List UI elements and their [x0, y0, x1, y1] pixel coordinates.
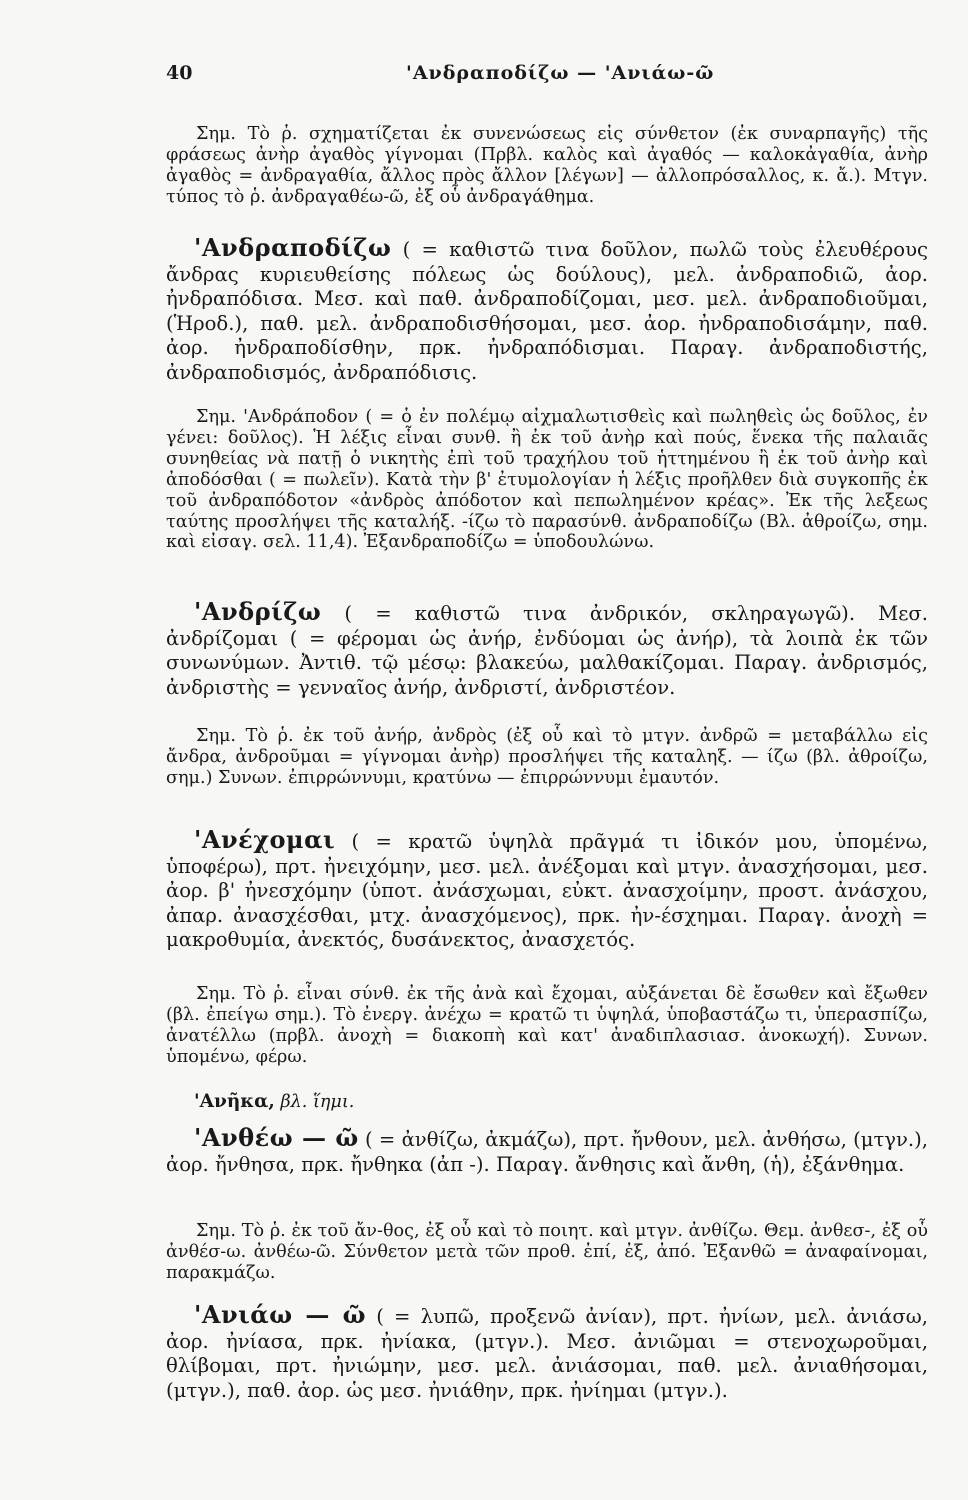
entry-antheo	[166, 1123, 929, 1177]
headword: 'Ανιάω — ῶ	[194, 1300, 367, 1329]
note-antheo	[166, 1221, 928, 1284]
note-anechomai	[166, 984, 928, 1068]
note-andrapodon	[166, 407, 928, 553]
headword: 'Ανδρίζω	[194, 597, 322, 626]
note-text: Σημ. Τὸ ῥ. ἐκ τοῦ ἀνήρ, ἀνδρὸς (ἐξ οὗ καὶ τὸ μτγν. ἀνδρῶ = μεταβάλλω εἰς ἄνδρα, ἀνδροῦμαι = γίγνομαι ἀνὴρ) προσλήψει τῆς καταληξ. — ίζω (βλ. ἀθροίζω, σημ.) Συνων. ἐπιρρώννυμι, κρατύνω — ἐπιρρώννυμι ἐμαυτόν.	[166, 726, 928, 788]
entry-text: ( = καθιστῶ τινα δοῦλον, πωλῶ τοὺς ἐλευθέρους ἄνδρας κυριευθείσης πόλεως ὡς δούλους), μελ. ἀνδραποδιῶ, ἀορ. ἠνδραπόδισα. Μεσ. καὶ παθ. ἀνδραποδίζομαι, μεσ. μελ. ἀνδραποδιοῦμαι, (Ἡροδ.), παθ. μελ. ἀνδραποδισθήσομαι, μεσ. ἀορ. ἠνδραποδισάμην, παθ. ἀορ. ἠνδραποδίσθην, πρκ. ἠνδραπόδισμαι. Παραγ. ἀνδραποδιστής, ἀνδραποδισμός, ἀνδραπόδισις.	[166, 238, 928, 384]
entry-aneka	[166, 1091, 928, 1113]
entry-andrapodizo	[166, 233, 928, 386]
headword: 'Ανδραποδίζω	[194, 233, 392, 262]
note-text: Σημ. 'Ανδράποδον ( = ὁ ἐν πολέμῳ αἰχμαλωτισθεὶς καὶ πωληθεὶς ὡς δοῦλος, ἐν γένει: δοῦλος). Ἡ λέξις εἶναι συνθ. ἢ ἐκ τοῦ ἀνὴρ καὶ πούς, ἕνεκα τῆς παλαιᾶς συνηθείας νὰ πατῇ ὁ νικητὴς ἐπὶ τοῦ τραχήλου τοῦ ἡττημένου ἢ ἐκ τοῦ ἀνὴρ καὶ ἀποδόσθαι ( = πωλεῖν). Κατὰ τὴν β' ἐτυμολογίαν ἡ λέξις προῆλθεν διὰ συγκοπῆς ἐκ τοῦ ἀνδραπόδοτον «ἀνδρὸς ἀπόδοτον καὶ πεπωλημένον κρέας». Ἐκ τῆς λεξεως ταύτης προσλήψει τῆς καταλήξ. -ίζω τὸ παρασύνθ. ἀνδραποδίζω (Βλ. ἀθροίζω, σημ. καὶ εἰσαγ. σελ. 11,4). Ἐξανδραποδίζω = ὑποδουλώνω.	[166, 407, 928, 553]
entry-text: ( = ἀνθίζω, ἀκμάζω), πρτ. ἤνθουν, μελ. ἀνθήσω, (μτγν.), ἀορ. ἤνθησα, πρκ. ἤνθηκα (ἀπ -). Παραγ. ἄνθησις καὶ ἄνθη, (ἡ), ἐξάνθημα.	[166, 1128, 929, 1176]
entry-text: βλ. ἵημι.	[274, 1092, 355, 1112]
note-andragathia	[166, 124, 928, 208]
note-text: Σημ. Τὸ ῥ. εἶναι σύνθ. ἐκ τῆς ἀνὰ καὶ ἔχομαι, αὐξάνεται δὲ ἔσωθεν καὶ ἔξωθεν (βλ. ἐπείγω σημ.). Τὸ ἐνεργ. ἀνέχω = κρατῶ τι ὑψηλά, ὑποβαστάζω τι, ὑπερασπίζω, ἀνατέλλω (πρβλ. ἀνοχὴ = διακοπὴ καὶ κατ' ἀναδιπλασιασ. ἀνοκωχή). Συνων. ὑπομένω, φέρω.	[166, 984, 928, 1067]
headword: 'Ανθέω — ῶ	[194, 1123, 359, 1152]
note-text: Σημ. Τὸ ῥ. σχηματίζεται ἐκ συνενώσεως εἰς σύνθετον (ἐκ συναρπαγῆς) τῆς φράσεως ἀνὴρ ἀγαθὸς γίγνομαι (Πρβλ. καλὸς καὶ ἀγαθός — καλοκἀγαθία, ἀνὴρ ἀγαθὸς = ἀνδραγαθία, ἄλλος πρὸς ἄλλον [λέγων] — ἀλλοπρόσαλλος, κ. ἄ.). Μτγν. τύπος τὸ ῥ. ἀνδραγαθέω-ῶ, ἐξ οὗ ἀνδραγάθημα.	[166, 124, 928, 207]
entry-text: ( = κρατῶ ὑψηλὰ πρᾶγμά τι ἰδικόν μου, ὑπομένω, ὑποφέρω), πρτ. ἠνειχόμην, μεσ. μελ. ἀνέξομαι καὶ μτγν. ἀνασχήσομαι, μεσ. ἀορ. β' ἠνεσχόμην (ὑποτ. ἀνάσχωμαι, εὐκτ. ἀνασχοίμην, προστ. ἀνάσχου, ἀπαρ. ἀνασχέσθαι, μτχ. ἀνασχόμενος), πρκ. ἠν-έσχημαι. Παραγ. ἀνοχὴ = μακροθυμία, ἀνεκτός, δυσάνεκτος, ἀνασχετός.	[166, 830, 928, 952]
note-andrizo	[166, 726, 928, 789]
note-text: Σημ. Τὸ ῥ. ἐκ τοῦ ἄν-θος, ἐξ οὗ καὶ τὸ ποιητ. καὶ μτγν. ἀνθίζω. Θεμ. ἀνθεσ-, ἐξ οὗ ἀνθέσ-ω. ἀνθέω-ῶ. Σύνθετον μετὰ τῶν προθ. ἐπί, ἐξ, ἀπό. Ἐξανθῶ = ἀναφαίνομαι, παρακμάζω.	[166, 1221, 928, 1283]
entry-anechomai	[166, 825, 928, 953]
headword: 'Ανῆκα,	[194, 1091, 275, 1112]
entry-andrizo	[166, 597, 928, 700]
page-number: 40	[166, 62, 193, 84]
entry-text: ( = λυπῶ, προξενῶ ἀνίαν), πρτ. ἠνίων, μελ. ἀνιάσω, ἀορ. ἠνίασα, πρκ. ἠνίακα, (μτγν.). Μεσ. ἀνιῶμαι = στενοχωροῦμαι, θλίβομαι, πρτ. ἠνιώμην, μεσ. μελ. ἀνιάσομαι, παθ. μελ. ἀνιαθήσομαι, (μτγν.), παθ. ἀορ. ὡς μεσ. ἠνιάθην, πρκ. ἠνίημαι (μτγν.).	[166, 1305, 928, 1402]
page-header	[166, 62, 926, 94]
entry-aniao	[166, 1300, 928, 1403]
entry-text: ( = καθιστῶ τινα ἀνδρικόν, σκληραγωγῶ). Μεσ. ἀνδρίζομαι ( = φέρομαι ὡς ἀνήρ, ἐνδύομαι ὡς ἀνήρ), τὰ λοιπὰ ἐκ τῶν συνωνύμων. Ἀντιθ. τῷ μέσῳ: βλακεύω, μαλθακίζομαι. Παραγ. ἀνδρισμός, ἀνδριστὴς = γενναῖος ἀνήρ, ἀνδριστί, ἀνδριστέον.	[166, 602, 928, 699]
headword: 'Ανέχομαι	[194, 825, 336, 854]
running-head: 'Ανδραποδίζω — 'Ανιάω-ῶ	[406, 62, 715, 84]
